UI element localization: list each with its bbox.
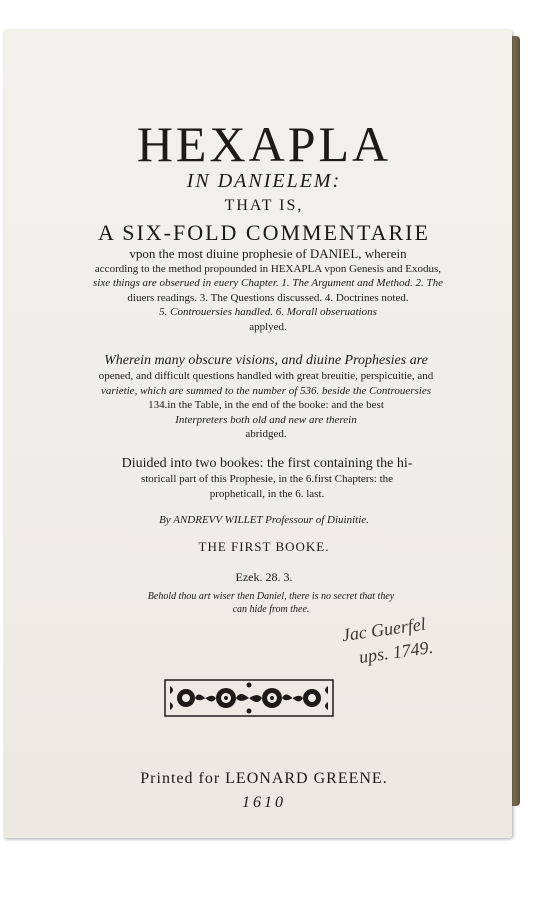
subtitle-that-is: THAT IS, [224,197,304,214]
visions-line: Interpreters both old and new are therein [175,413,357,426]
subtitle-commentarie: A SIX-FOLD COMMENTARIE [98,220,430,245]
description-line: sixe things are obserued in euery Chapter. 1. The Argument and Method. 2. The [92,277,444,289]
page-title: HEXAPLA [136,116,392,172]
quote-line: can hide from thee. [232,604,310,615]
signature-line: Jac Guerfel [340,613,427,646]
signature-line: ups. 1749. [357,636,435,668]
description-line: diuers readings. 3. The Questions discussed. 4. Doctrines noted. [127,291,409,304]
visions-line: opened, and difficult questions handled with great breuitie, perspicuitie, and [98,370,434,382]
publication-year: 1610 [242,794,286,811]
subtitle-in-danielem: IN DANIELEM: [186,170,342,192]
description-line: applyed. [249,320,287,333]
title-page [4,30,512,838]
division-paragraph [66,455,468,501]
description-line: according to the method propounded in HEXAPLA vpon Genesis and Exodus, [94,262,442,275]
author-line: By ANDREVV WILLET Professour of Diuinitie. [159,514,369,526]
printers-ornament-icon [164,676,334,720]
book-label: THE FIRST BOOKE. [198,539,330,554]
description-line: 5. Controuersies handled. 6. Morall obseruations [159,306,377,318]
quote-line: Behold thou art wiser then Daniel, there is no secret that they [147,591,395,602]
division-line: Diuided into two bookes: the first containing the hi- [121,456,413,471]
scripture-reference: Ezek. 28. 3. [235,570,293,584]
division-line: propheticall, in the 6. last. [209,487,325,500]
description-paragraph [62,247,474,334]
division-line: storicall part of this Prophesie, in the 6.first Chapters: the [140,473,394,485]
visions-line: Wherein many obscure visions, and diuine Prophesies are [104,353,428,368]
description-line: vpon the most diuine prophesie of DANIEL, wherein [129,246,407,261]
visions-line: varietie, which are summed to the number of 536. beside the Controuersies [100,384,432,397]
visions-paragraph [68,352,464,442]
visions-line: 134.in the Table, in the end of the booke: and the best [148,399,384,411]
scripture-quote [124,590,418,616]
imprint-line: Printed for LEONARD GREENE. [140,770,388,787]
visions-line: abridged. [245,428,287,440]
